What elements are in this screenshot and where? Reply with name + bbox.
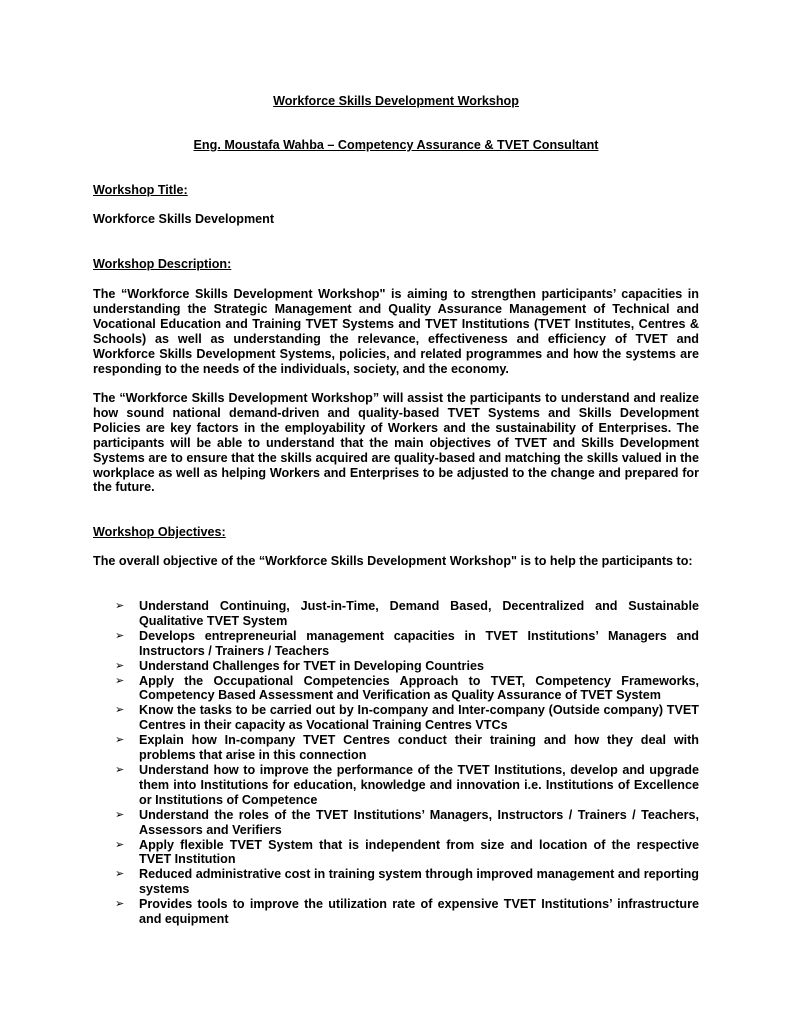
list-item: ➢ Develops entrepreneurial management capacities in TVET Institutions’ Managers and Instructors / Trainers / Teachers	[115, 628, 699, 658]
list-item: ➢ Know the tasks to be carried out by In-company and Inter-company (Outside company) TVET Centres in their capacity as Vocational Training Centres VTCs	[115, 703, 699, 733]
objectives-heading: Workshop Objectives:	[93, 525, 226, 539]
arrow-bullet-icon: ➢	[115, 599, 125, 612]
workshop-title-heading: Workshop Title:	[93, 183, 188, 197]
list-item: ➢ Apply flexible TVET System that is independent from size and location of the respective TVET Institution	[115, 837, 699, 867]
arrow-bullet-icon: ➢	[115, 733, 125, 747]
arrow-bullet-icon: ➢	[115, 897, 125, 911]
list-item: ➢ Understand the roles of the TVET Institutions’ Managers, Instructors / Trainers / Teachers, Assessors and Verifiers	[115, 807, 699, 837]
description-paragraph-1: The “Workforce Skills Development Workshop" is aiming to strengthen participants’ capacities in understanding the Strategic Management and Quality Assurance Management of Technical and Vocational Education and Training TVET Systems and TVET Institutions (TVET Institutes, Centres & Schools) as well as understanding the relevance, effectiveness and efficiency of TVET and Workforce Skills Development Systems, policies, and related programmes and how the systems are responding to the needs of the individuals, society, and the economy.	[93, 287, 699, 376]
arrow-bullet-icon: ➢	[115, 658, 125, 672]
arrow-bullet-icon: ➢	[115, 807, 125, 821]
document-subtitle: Eng. Moustafa Wahba – Competency Assurance & TVET Consultant	[193, 138, 599, 152]
arrow-bullet-icon: ➢	[115, 837, 125, 851]
arrow-bullet-icon: ➢	[115, 628, 125, 642]
arrow-bullet-icon: ➢	[115, 867, 125, 881]
list-item: ➢ Understand how to improve the performance of the TVET Institutions, develop and upgrade them into Institutions for education, knowledge and innovation i.e. Institutions of Excellence or Institutions of Competence	[115, 762, 699, 807]
objectives-intro: The overall objective of the “Workforce Skills Development Workshop" is to help the participants to:	[93, 554, 693, 568]
list-item: ➢ Apply the Occupational Competencies Approach to TVET, Competency Frameworks, Competency Based Assessment and Verification as Quality Assurance of TVET System	[115, 673, 699, 703]
list-item: ➢ Understand Continuing, Just-in-Time, Demand Based, Decentralized and Sustainable Qualitative TVET System	[115, 599, 699, 628]
arrow-bullet-icon: ➢	[115, 703, 125, 717]
list-item: ➢ Provides tools to improve the utilization rate of expensive TVET Institutions’ infrastructure and equipment	[115, 897, 699, 927]
objectives-list	[93, 599, 699, 927]
list-item: ➢ Reduced administrative cost in training system through improved management and reporting systems	[115, 867, 699, 897]
document-title: Workforce Skills Development Workshop	[273, 94, 519, 108]
arrow-bullet-icon: ➢	[115, 762, 125, 776]
arrow-bullet-icon: ➢	[115, 673, 125, 687]
list-item: ➢ Explain how In-company TVET Centres conduct their training and how they deal with problems that arise in this connection	[115, 733, 699, 763]
list-item: ➢ Understand Challenges for TVET in Developing Countries	[115, 658, 484, 673]
description-paragraph-2: The “Workforce Skills Development Workshop” will assist the participants to understand and realize how sound national demand-driven and quality-based TVET Systems and Skills Development Policies are key factors in the employability of Workers and the sustainability of Enterprises. The participants will be able to understand that the main objectives of TVET and Skills Development Systems are to ensure that the skills acquired are quality-based and matching the skills valued in the workplace as well as helping Workers and Enterprises to be adjusted to the change and prepared for the future.	[93, 391, 699, 495]
workshop-title-value: Workforce Skills Development	[93, 212, 275, 226]
description-heading: Workshop Description:	[93, 257, 232, 271]
